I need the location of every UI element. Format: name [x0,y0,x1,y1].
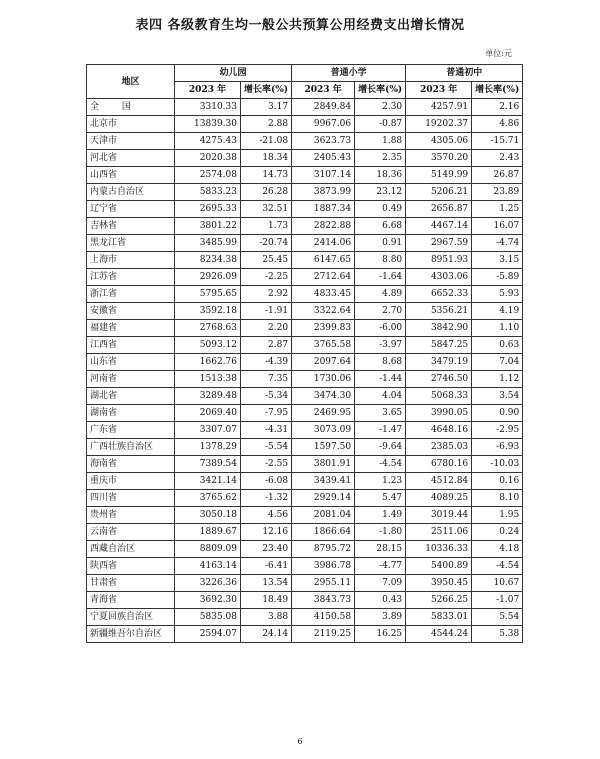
amount-cell: 2399.83 [292,320,355,337]
growth-cell: 1.49 [355,507,406,524]
amount-cell: 5847.25 [406,337,472,354]
growth-cell: 5.38 [472,626,523,643]
amount-cell: 3765.62 [175,490,241,507]
growth-cell: 0.63 [472,337,523,354]
growth-cell: 6.68 [355,218,406,235]
primary-school-header: 普通小学 [292,65,406,82]
growth-cell: 2.20 [241,320,292,337]
amount-cell: 4150.58 [292,609,355,626]
amount-cell: 3019.44 [406,507,472,524]
region-cell: 上海市 [87,252,175,269]
amount-cell: 3873.99 [292,184,355,201]
amount-cell: 5206.21 [406,184,472,201]
growth-cell: 4.86 [472,116,523,133]
amount-cell: 3986.78 [292,558,355,575]
growth-cell: 2.92 [241,286,292,303]
region-cell: 新疆维吾尔自治区 [87,626,175,643]
growth-cell: -6.93 [472,439,523,456]
growth-cell: 4.89 [355,286,406,303]
table-row [87,150,523,167]
table-row [87,218,523,235]
table-row [87,99,523,116]
amount-cell: 2385.03 [406,439,472,456]
growth-cell: 2.16 [472,99,523,116]
table-row [87,303,523,320]
amount-cell: 3765.58 [292,337,355,354]
amount-cell: 3050.18 [175,507,241,524]
amount-cell: 4089.25 [406,490,472,507]
growth-cell: 28.15 [355,541,406,558]
amount-cell: 9967.06 [292,116,355,133]
amount-cell: 3289.48 [175,388,241,405]
growth-cell: 5.93 [472,286,523,303]
growth-cell: -5.54 [241,439,292,456]
growth-cell: 10.67 [472,575,523,592]
amount-cell: 2511.06 [406,524,472,541]
amount-cell: 13839.30 [175,116,241,133]
amount-cell: 1887.34 [292,201,355,218]
growth-cell: 1.73 [241,218,292,235]
amount-cell: 5266.25 [406,592,472,609]
growth-header: 增长率(%) [472,82,523,99]
table-row [87,133,523,150]
growth-cell: 7.09 [355,575,406,592]
growth-cell: 3.15 [472,252,523,269]
amount-cell: 2712.64 [292,269,355,286]
growth-cell: -9.64 [355,439,406,456]
table-row [87,201,523,218]
amount-cell: 2594.07 [175,626,241,643]
table-row [87,626,523,643]
growth-cell: -1.64 [355,269,406,286]
amount-cell: 2405.43 [292,150,355,167]
growth-cell: -10.03 [472,456,523,473]
amount-cell: 4305.06 [406,133,472,150]
growth-cell: 1.23 [355,473,406,490]
growth-cell: 13.54 [241,575,292,592]
region-cell: 全 国 [87,99,175,116]
growth-cell: 16.07 [472,218,523,235]
growth-cell: 2.88 [241,116,292,133]
amount-cell: 3842.90 [406,320,472,337]
amount-cell: 1889.67 [175,524,241,541]
year-header: 2023 年 [292,82,355,99]
growth-cell: -1.32 [241,490,292,507]
table-row [87,524,523,541]
region-cell: 安徽省 [87,303,175,320]
amount-cell: 7389.54 [175,456,241,473]
junior-middle-header: 普通初中 [406,65,523,82]
region-cell: 陕西省 [87,558,175,575]
amount-cell: 1866.64 [292,524,355,541]
amount-cell: 2069.40 [175,405,241,422]
growth-cell: 1.10 [472,320,523,337]
growth-cell: 23.12 [355,184,406,201]
amount-cell: 3801.22 [175,218,241,235]
growth-cell: 3.54 [472,388,523,405]
region-cell: 江苏省 [87,269,175,286]
amount-cell: 5149.99 [406,167,472,184]
region-cell: 海南省 [87,456,175,473]
region-cell: 辽宁省 [87,201,175,218]
page-title: 表四 各级教育生均一般公共预算公用经费支出增长情况 [135,18,465,33]
growth-cell: 4.04 [355,388,406,405]
growth-cell: 4.18 [472,541,523,558]
growth-cell: 5.47 [355,490,406,507]
amount-cell: 2656.87 [406,201,472,218]
growth-cell: -1.07 [472,592,523,609]
amount-cell: 3421.14 [175,473,241,490]
table-row [87,286,523,303]
growth-cell: 5.54 [472,609,523,626]
region-cell: 四川省 [87,490,175,507]
amount-cell: 3439.41 [292,473,355,490]
region-cell: 河南省 [87,371,175,388]
table-body [87,99,523,643]
growth-cell: -4.77 [355,558,406,575]
amount-cell: 5068.33 [406,388,472,405]
growth-cell: 2.87 [241,337,292,354]
amount-cell: 1730.06 [292,371,355,388]
amount-cell: 3322.64 [292,303,355,320]
growth-cell: 0.16 [472,473,523,490]
growth-cell: 8.10 [472,490,523,507]
growth-cell: -20.74 [241,235,292,252]
table-row [87,320,523,337]
amount-cell: 1662.76 [175,354,241,371]
growth-cell: 3.88 [241,609,292,626]
growth-cell: 14.73 [241,167,292,184]
growth-cell: 7.04 [472,354,523,371]
growth-cell: 3.17 [241,99,292,116]
amount-cell: 3950.45 [406,575,472,592]
region-cell: 西藏自治区 [87,541,175,558]
growth-cell: 0.49 [355,201,406,218]
region-cell: 北京市 [87,116,175,133]
growth-cell: 1.88 [355,133,406,150]
amount-cell: 8795.72 [292,541,355,558]
growth-cell: 2.30 [355,99,406,116]
growth-cell: 1.12 [472,371,523,388]
region-cell: 青海省 [87,592,175,609]
region-cell: 甘肃省 [87,575,175,592]
amount-cell: 4467.14 [406,218,472,235]
growth-cell: 12.16 [241,524,292,541]
growth-header: 增长率(%) [241,82,292,99]
region-cell: 重庆市 [87,473,175,490]
growth-cell: -6.08 [241,473,292,490]
amount-cell: 4303.06 [406,269,472,286]
growth-cell: 4.56 [241,507,292,524]
amount-cell: 3310.33 [175,99,241,116]
amount-cell: 6652.33 [406,286,472,303]
growth-cell: -2.55 [241,456,292,473]
growth-cell: -4.31 [241,422,292,439]
table-row [87,439,523,456]
growth-cell: -1.47 [355,422,406,439]
amount-cell: 5795.65 [175,286,241,303]
amount-cell: 2020.38 [175,150,241,167]
amount-cell: 3692.30 [175,592,241,609]
table-row [87,184,523,201]
kindergarten-header: 幼儿园 [175,65,292,82]
region-cell: 福建省 [87,320,175,337]
amount-cell: 4544.24 [406,626,472,643]
amount-cell: 2695.33 [175,201,241,218]
table-row [87,490,523,507]
growth-cell: -5.34 [241,388,292,405]
amount-cell: 2469.95 [292,405,355,422]
amount-cell: 2967.59 [406,235,472,252]
table-row [87,558,523,575]
growth-cell: -2.95 [472,422,523,439]
amount-cell: 2097.64 [292,354,355,371]
amount-cell: 3801.91 [292,456,355,473]
year-header: 2023 年 [406,82,472,99]
amount-cell: 3226.36 [175,575,241,592]
amount-cell: 3479.19 [406,354,472,371]
amount-cell: 3570.20 [406,150,472,167]
amount-cell: 2414.06 [292,235,355,252]
table-row [87,337,523,354]
amount-cell: 2574.08 [175,167,241,184]
table-row [87,575,523,592]
unit-label: 单位:元 [485,49,512,58]
amount-cell: 3485.99 [175,235,241,252]
region-cell: 云南省 [87,524,175,541]
amount-cell: 6147.65 [292,252,355,269]
growth-cell: 26.87 [472,167,523,184]
region-cell: 黑龙江省 [87,235,175,252]
growth-cell: 23.40 [241,541,292,558]
table-row [87,116,523,133]
table-row [87,388,523,405]
growth-cell: -1.44 [355,371,406,388]
region-cell: 湖南省 [87,405,175,422]
amount-cell: 2926.09 [175,269,241,286]
growth-cell: -5.89 [472,269,523,286]
expenditure-table [86,64,523,643]
growth-cell: 7.35 [241,371,292,388]
growth-cell: 26.28 [241,184,292,201]
region-cell: 河北省 [87,150,175,167]
region-cell: 天津市 [87,133,175,150]
growth-cell: -4.54 [472,558,523,575]
amount-cell: 8809.09 [175,541,241,558]
growth-cell: -0.87 [355,116,406,133]
amount-cell: 2081.04 [292,507,355,524]
growth-cell: 1.25 [472,201,523,218]
growth-cell: 25.45 [241,252,292,269]
region-cell: 广东省 [87,422,175,439]
amount-cell: 8951.93 [406,252,472,269]
growth-cell: 3.65 [355,405,406,422]
amount-cell: 5093.12 [175,337,241,354]
growth-cell: -2.25 [241,269,292,286]
table-row [87,507,523,524]
growth-cell: 23.89 [472,184,523,201]
amount-cell: 3474.30 [292,388,355,405]
table-row [87,541,523,558]
growth-cell: -3.97 [355,337,406,354]
growth-cell: 8.80 [355,252,406,269]
region-cell: 浙江省 [87,286,175,303]
growth-cell: -4.39 [241,354,292,371]
amount-cell: 4163.14 [175,558,241,575]
amount-cell: 5356.21 [406,303,472,320]
table-row [87,371,523,388]
amount-cell: 4833.45 [292,286,355,303]
year-header: 2023 年 [175,82,241,99]
amount-cell: 3073.09 [292,422,355,439]
amount-cell: 4275.43 [175,133,241,150]
region-cell: 山东省 [87,354,175,371]
table-row [87,167,523,184]
amount-cell: 5835.08 [175,609,241,626]
growth-cell: 0.90 [472,405,523,422]
growth-cell: 0.43 [355,592,406,609]
growth-cell: 18.36 [355,167,406,184]
amount-cell: 19202.37 [406,116,472,133]
region-cell: 宁夏回族自治区 [87,609,175,626]
amount-cell: 4648.16 [406,422,472,439]
table-row [87,422,523,439]
amount-cell: 2119.25 [292,626,355,643]
growth-cell: 4.19 [472,303,523,320]
region-cell: 江西省 [87,337,175,354]
growth-cell: -15.71 [472,133,523,150]
amount-cell: 1513.38 [175,371,241,388]
amount-cell: 4512.84 [406,473,472,490]
region-cell: 内蒙古自治区 [87,184,175,201]
table-row [87,405,523,422]
growth-cell: -7.95 [241,405,292,422]
amount-cell: 3623.73 [292,133,355,150]
amount-cell: 2746.50 [406,371,472,388]
growth-cell: 24.14 [241,626,292,643]
table-row [87,269,523,286]
amount-cell: 2849.84 [292,99,355,116]
table-row [87,354,523,371]
amount-cell: 3843.73 [292,592,355,609]
table-row [87,592,523,609]
table-row [87,609,523,626]
growth-cell: 2.70 [355,303,406,320]
amount-cell: 3990.05 [406,405,472,422]
amount-cell: 1597.50 [292,439,355,456]
region-cell: 湖北省 [87,388,175,405]
amount-cell: 3592.18 [175,303,241,320]
table-row [87,456,523,473]
amount-cell: 3107.14 [292,167,355,184]
region-header: 地区 [87,65,175,99]
growth-cell: 16.25 [355,626,406,643]
amount-cell: 8234.38 [175,252,241,269]
growth-cell: -6.00 [355,320,406,337]
amount-cell: 3307.07 [175,422,241,439]
region-cell: 吉林省 [87,218,175,235]
growth-cell: -21.08 [241,133,292,150]
growth-cell: 3.89 [355,609,406,626]
amount-cell: 1378.29 [175,439,241,456]
growth-cell: -1.91 [241,303,292,320]
growth-cell: 18.49 [241,592,292,609]
growth-cell: 18.34 [241,150,292,167]
region-cell: 山西省 [87,167,175,184]
growth-header: 增长率(%) [355,82,406,99]
growth-cell: -4.74 [472,235,523,252]
growth-cell: -1.80 [355,524,406,541]
growth-cell: 32.51 [241,201,292,218]
growth-cell: -6.41 [241,558,292,575]
region-cell: 贵州省 [87,507,175,524]
table-row [87,235,523,252]
amount-cell: 10336.33 [406,541,472,558]
amount-cell: 2929.14 [292,490,355,507]
growth-cell: 0.91 [355,235,406,252]
table-row [87,473,523,490]
page-number: 6 [297,737,303,746]
region-cell: 广西壮族自治区 [87,439,175,456]
amount-cell: 2822.88 [292,218,355,235]
growth-cell: 0.24 [472,524,523,541]
growth-cell: 1.95 [472,507,523,524]
amount-cell: 6780.16 [406,456,472,473]
amount-cell: 5833.23 [175,184,241,201]
growth-cell: 2.43 [472,150,523,167]
amount-cell: 2955.11 [292,575,355,592]
growth-cell: -4.54 [355,456,406,473]
growth-cell: 8.68 [355,354,406,371]
amount-cell: 4257.91 [406,99,472,116]
amount-cell: 2768.63 [175,320,241,337]
growth-cell: 2.35 [355,150,406,167]
amount-cell: 5833.01 [406,609,472,626]
amount-cell: 5400.89 [406,558,472,575]
table-row [87,252,523,269]
